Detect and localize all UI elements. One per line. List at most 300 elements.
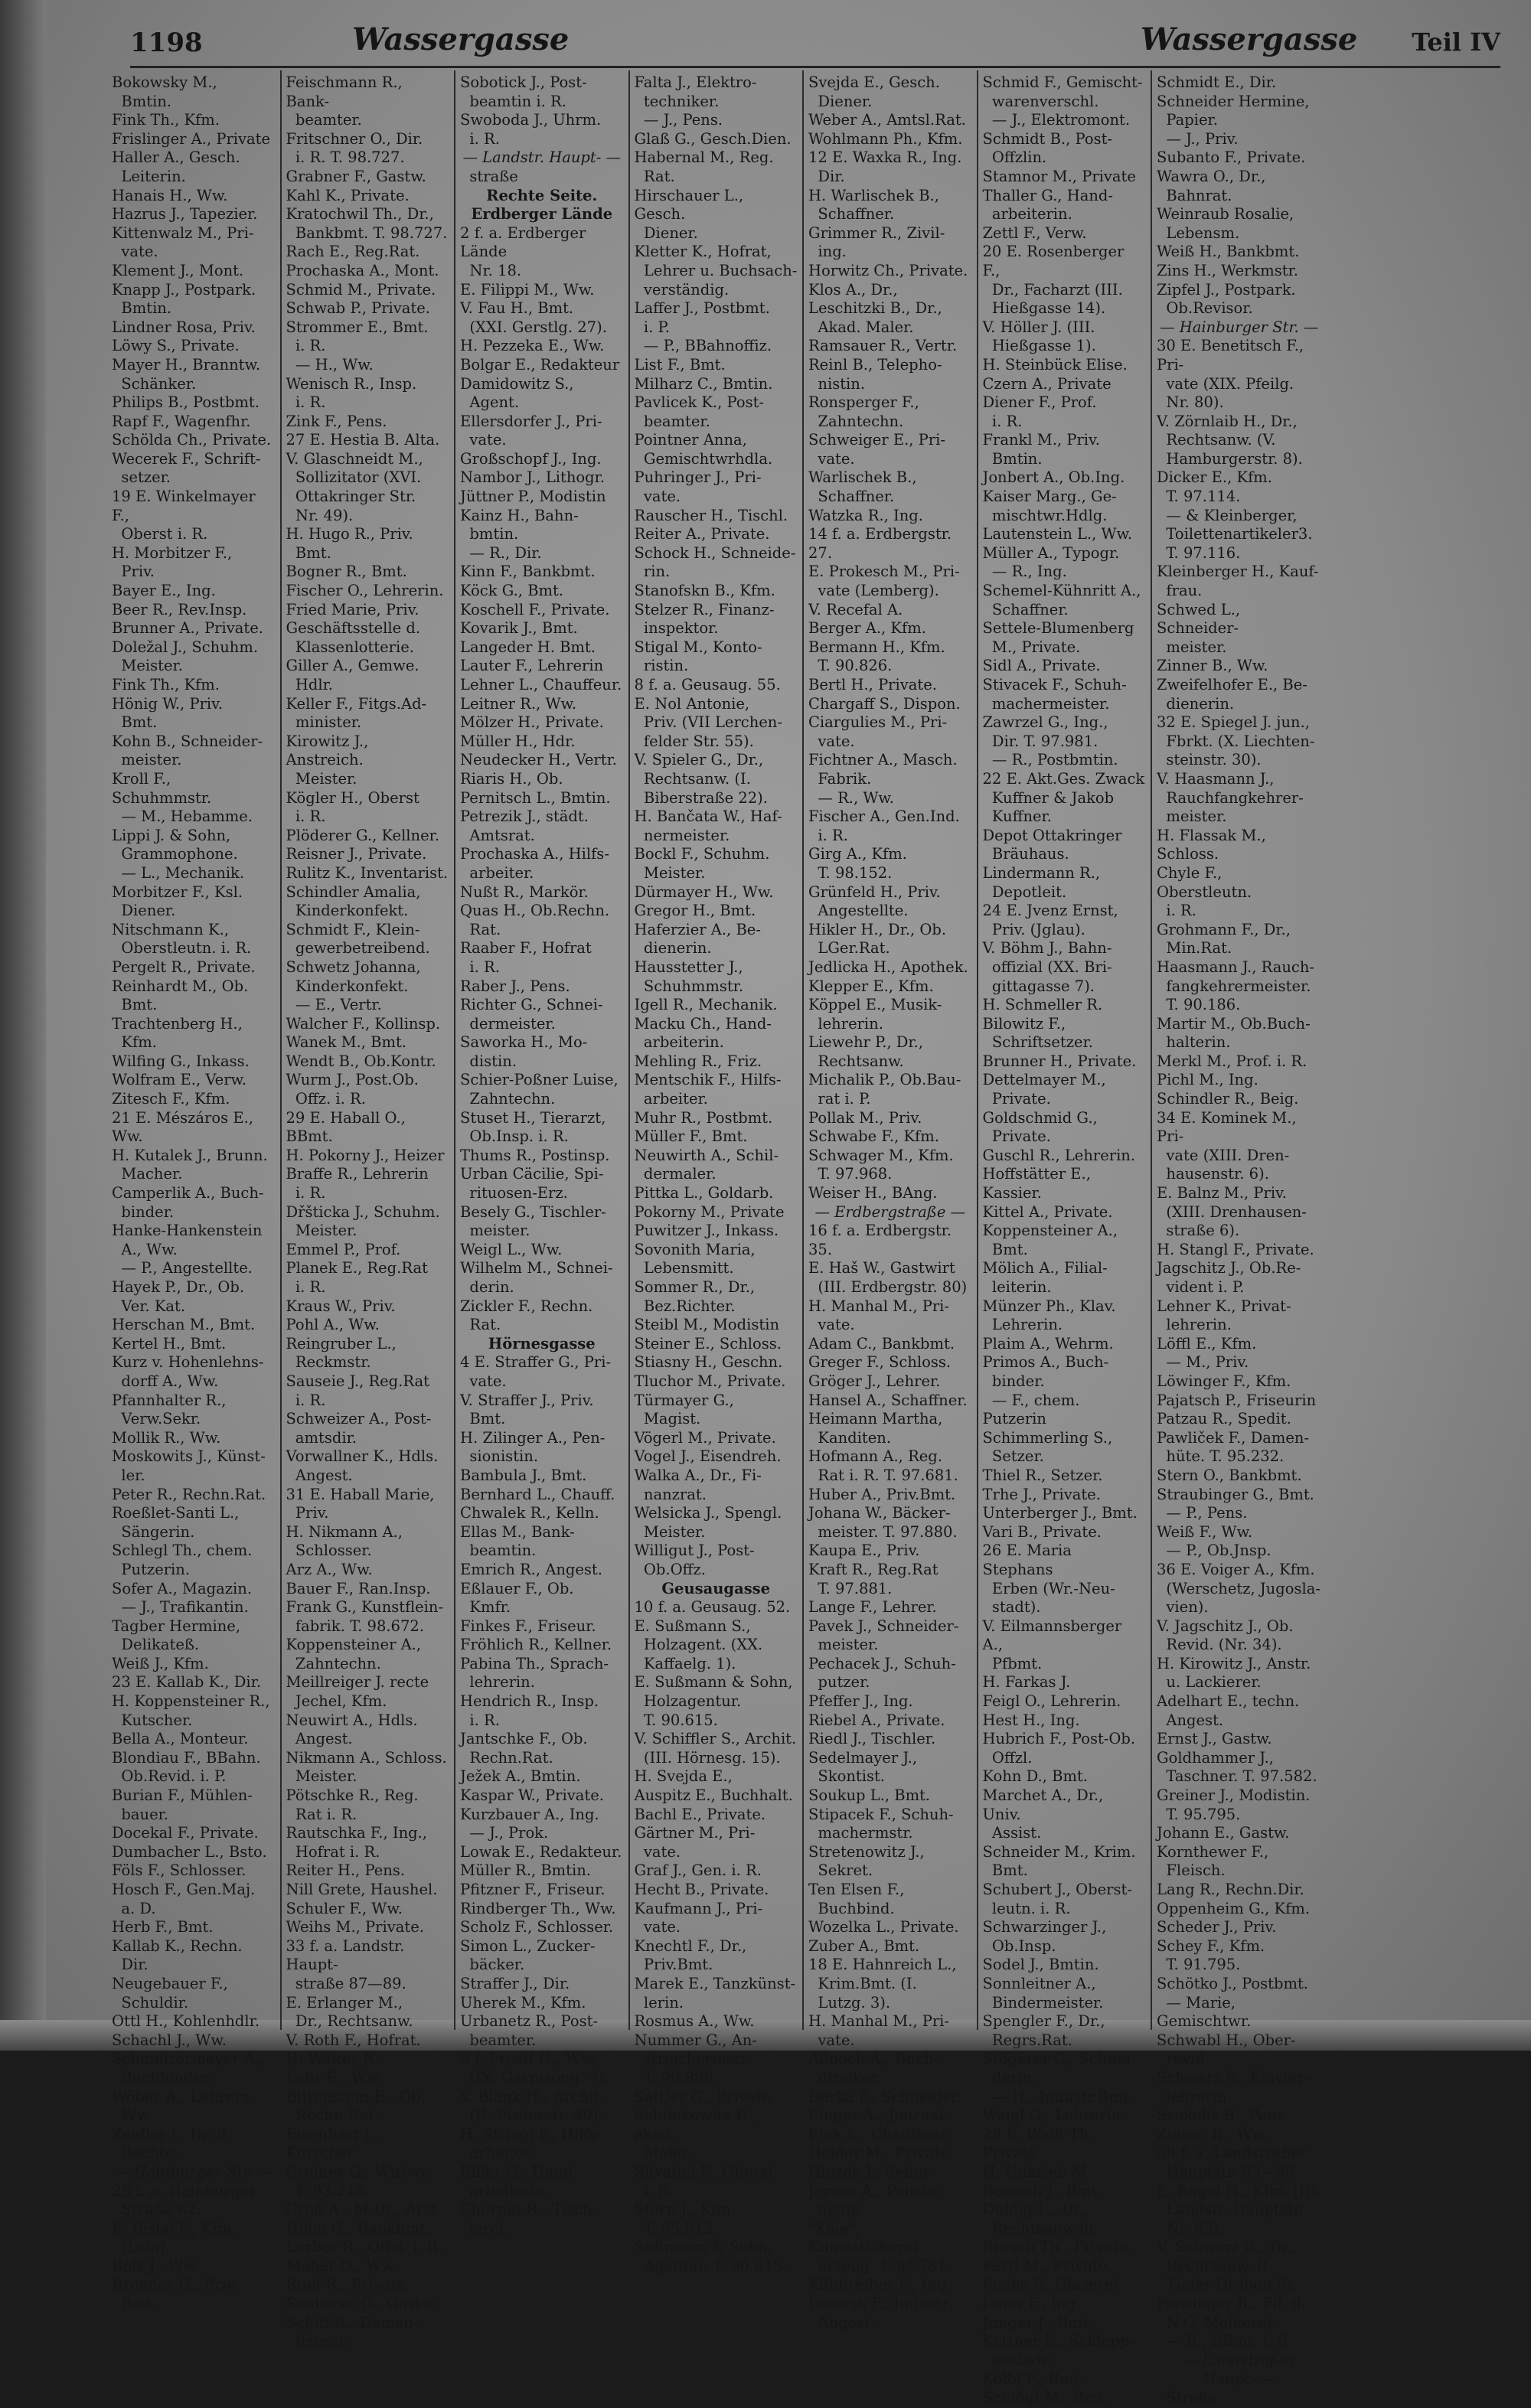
directory-entry-line: Lautenstein L., Ww. <box>982 525 1133 543</box>
directory-entry-line: Papier. <box>1157 111 1218 129</box>
directory-entry-line: Sobotick J., Post- <box>460 73 587 91</box>
directory-entry-line: Reinhardt M., Ob. <box>112 977 249 995</box>
directory-entry-line: inspektor. <box>634 619 719 638</box>
directory-entry-line: T. 90.826. <box>808 657 893 675</box>
directory-entry-line: fabrik. T. 98.672. <box>286 1617 424 1635</box>
directory-entry-line: List F., Bmt. <box>634 355 726 374</box>
directory-entry-line: Warlischek B., <box>808 468 917 487</box>
directory-entry-line: Private. <box>982 1090 1051 1108</box>
directory-entry-line: Bogner R., Bmt. <box>286 563 407 581</box>
directory-entry-line: Leiterin. <box>112 167 186 185</box>
directory-entry-line: (XIII. Drenhausen- <box>1157 1202 1307 1221</box>
directory-entry-line: Thiel R., Setzer. <box>982 1466 1103 1484</box>
directory-entry-line: gewerbetreibend. <box>286 939 430 958</box>
directory-entry-line: Setzer. <box>982 1447 1044 1466</box>
directory-entry-line: 27 E. Hestia B. Alta. <box>286 431 440 449</box>
directory-entry-line: Tagber Hermine, <box>112 1617 241 1635</box>
directory-entry-line: T. 97.114. <box>1157 488 1241 506</box>
directory-entry-line: E. Prokesch M., Pri- <box>808 563 960 581</box>
directory-entry-line: Horwitz Ch., Private. <box>808 261 968 279</box>
directory-entry-line: E. Sußmann S., <box>634 1617 751 1635</box>
directory-entry-line: — J., Pens. <box>634 111 723 129</box>
directory-entry-line: H. Koppensteiner R., <box>112 1692 270 1711</box>
directory-entry-line: Greiner G., Wirtwr. <box>286 2162 431 2181</box>
directory-entry-line: Schmidt F., Klein- <box>286 920 420 938</box>
directory-entry-line: — & Kleinberger, <box>1157 506 1298 524</box>
directory-entry-line: — Marie, Gemischtwr. <box>1157 1993 1252 2031</box>
directory-entry-line: Pechacek J., Schuh- <box>808 1654 956 1672</box>
directory-entry-line: Kögler H., Oberst <box>286 788 419 807</box>
directory-entry-line: Falta J., Elektro- <box>634 73 757 91</box>
directory-entry-line: nanzrat. <box>634 1485 707 1503</box>
directory-entry-line: Diener. <box>112 902 176 920</box>
directory-entry-line: Biller G., Hand- <box>460 2162 578 2181</box>
directory-entry-line: 38 f. a. Landstraßer <box>1157 2144 1307 2162</box>
directory-entry-line: Schaffner. <box>808 205 895 224</box>
directory-entry-line: — R., Postbmtin. <box>982 751 1118 769</box>
directory-entry-line: (IX. Garnisong. 7). <box>460 2068 609 2087</box>
directory-entry-line: ing. <box>808 243 847 261</box>
directory-entry-line: Lehrer u. Buchsach- <box>634 261 798 279</box>
directory-entry-line: — Landstr. Haupt- — <box>462 148 622 167</box>
directory-entry-line: Hubrich F., Post-Ob. <box>982 1730 1136 1748</box>
directory-entry-line: Nitschmann K., <box>112 920 230 938</box>
directory-entry-line: T. 95.812. <box>634 2219 718 2237</box>
directory-entry-line: Kornthewer F., <box>1157 1842 1269 1861</box>
directory-entry-line: Agent. <box>460 393 520 412</box>
directory-entry-line: Fichtner A., Masch. <box>808 751 958 769</box>
directory-entry-line: i. P. <box>634 318 670 336</box>
directory-entry-line: Mölich A., Filial- <box>982 1259 1108 1277</box>
directory-entry-line: i. R. <box>286 1278 326 1296</box>
directory-entry-line: H. Kutalek J., Brunn. <box>112 1146 268 1164</box>
directory-entry-line: Schwed L., Schneider- <box>1157 600 1245 638</box>
directory-entry-line: Bmt. <box>112 2295 158 2313</box>
directory-entry-line: Reiter A., Private. <box>634 525 770 543</box>
directory-entry-line: Loserth F., Industr. <box>808 2295 952 2313</box>
directory-entry-line: Meister. <box>634 863 706 882</box>
directory-entry-line: Feischmann R., Bank- <box>286 73 407 110</box>
directory-entry-line: Penzinger R., Fil. d. <box>1157 2295 1307 2313</box>
directory-entry-line: Köppel E., Musik- <box>808 996 942 1014</box>
directory-entry-line: T. 95.795. <box>1157 1805 1241 1823</box>
directory-entry-line: i. R. <box>286 337 326 355</box>
directory-entry-line: dorff A., Ww. <box>112 1372 219 1390</box>
directory-column <box>107 70 282 2313</box>
directory-entry-line: Kaupa E., Priv. <box>808 1542 920 1560</box>
directory-entry-line: Ramsauer R., Vertr. <box>808 337 958 355</box>
directory-entry-line: Pollak M., Priv. <box>808 1108 922 1127</box>
directory-entry-line: Brunner H., Private. <box>982 1052 1137 1070</box>
directory-entry-line: Amtsrat. <box>460 826 535 844</box>
directory-entry-line: Philips B., Postbmt. <box>112 393 260 412</box>
directory-entry-line: Allnoch A., Buch- <box>808 2050 939 2068</box>
directory-entry-line: Klos A., Dr., <box>808 280 898 299</box>
directory-entry-line: Gröger J., Lehrer. <box>808 1372 941 1390</box>
directory-entry-line: Goldhammer J., <box>1157 1748 1274 1767</box>
directory-entry-line: Dürmayer H., Ww. <box>634 883 774 901</box>
directory-entry-line: Rechte. <box>112 2144 179 2162</box>
directory-entry-line: (III. Erdbergstr. 80) <box>808 1278 968 1296</box>
directory-entry-line: Schock H., Schneide- <box>634 543 796 562</box>
directory-entry-line: T. 97.881. <box>808 1579 893 1597</box>
directory-entry-line: Goldschmid G., <box>982 1108 1098 1127</box>
directory-entry-line: Buchbinder. <box>112 2068 213 2087</box>
directory-entry-line: Rauchfangkehrer- <box>1157 788 1304 807</box>
directory-entry-line: Bermann H., Kfm. <box>808 638 945 656</box>
directory-entry-line: V. Haasmann J., <box>1157 769 1275 788</box>
directory-entry-line: Akad. Maler. <box>808 318 914 336</box>
directory-entry-line: nistin. <box>808 374 866 393</box>
directory-entry-line: Graf J., Gen. i. R. <box>634 1861 762 1880</box>
directory-entry-line: Schey F., Kfm. <box>1157 1937 1265 1955</box>
directory-entry-line: Kallab K., Rechn. <box>112 1937 243 1955</box>
directory-entry-line: (Lola). <box>112 2238 171 2256</box>
directory-entry-line: Szakolis B., Pens. <box>1157 2106 1289 2125</box>
directory-entry-line: Schimmerling S., <box>982 1428 1113 1447</box>
directory-entry-line: T. 93.216. <box>286 2181 370 2200</box>
directory-entry-line: Kraft R., Reg.Rat <box>808 1560 939 1578</box>
directory-entry-line: Kanditen. <box>808 1428 892 1447</box>
directory-entry-line: Erdberger Lände <box>471 205 613 224</box>
directory-entry-line: 22 E. Akt.Ges. Zwack <box>982 769 1145 788</box>
directory-entry-line: Pfitzner F., Friseur. <box>460 1881 606 1898</box>
directory-entry-line: Neuwirt A., Hdls. <box>286 1711 418 1729</box>
directory-entry-line: Hoffstätter E., Kassier. <box>982 1165 1096 1202</box>
directory-entry-line: Bauer F., Ran.Insp. <box>286 1579 431 1597</box>
directory-entry-line: Reiter H., Pens. <box>286 1861 406 1880</box>
directory-entry-line: meister. <box>808 1636 879 1654</box>
directory-entry-line: Schwab P., Private. <box>286 299 430 318</box>
directory-entry-line: Rechn.Rat. <box>460 1748 553 1767</box>
directory-entry-line: derin. <box>460 1278 514 1296</box>
directory-entry-line: — Hainburger Str. — <box>1160 318 1319 336</box>
directory-entry-line: 16 f. a. Erdbergstr. 35. <box>808 1222 957 1258</box>
directory-entry-line: Vari B., Private. <box>982 1522 1102 1541</box>
directory-entry-line: Bankbmt. T. 98.727. <box>286 224 448 242</box>
directory-entry-line: offizial (XX. Bri- <box>982 958 1112 976</box>
directory-entry-line: Agentur. T. 90.615. <box>634 2256 788 2275</box>
directory-entry-line: Wolfram E., Verw. <box>112 1071 247 1089</box>
directory-entry-line: 23 E. Kallab K., Dir. <box>112 1673 262 1692</box>
directory-entry-line: V. Schwarz G., Dr., <box>1157 2238 1297 2256</box>
directory-entry-line: Hörnesgasse <box>488 1334 596 1352</box>
directory-entry-line: Taschner. T. 97.582. <box>1157 1767 1317 1786</box>
directory-entry-line: meister. <box>112 751 182 769</box>
directory-entry-line: Schmidt E., Dir. <box>1157 73 1277 91</box>
directory-entry-line: Bmt. <box>460 1410 506 1428</box>
directory-entry-line: Stelzer R., Finanz- <box>634 600 775 618</box>
directory-entry-line: Priv. (Jglau). <box>982 920 1085 938</box>
directory-entry-line: Nr. 85). <box>1157 2219 1224 2237</box>
directory-entry-line: Wöber A., Lehrers- <box>112 2087 255 2106</box>
directory-entry-line: sionistin. <box>460 1447 539 1466</box>
directory-entry-line: Steiner E., Schloss. <box>634 1334 782 1352</box>
directory-entry-line: Emmel P., Prof. <box>286 1240 401 1258</box>
directory-entry-line: Rapf F., Wagenfhr. <box>112 412 251 430</box>
directory-entry-line: Kinderkonfekt. <box>286 902 409 920</box>
directory-entry-line: Sidl A., Private. <box>982 657 1101 675</box>
directory-entry-line: beamter. <box>286 111 362 129</box>
directory-entry-line: Weiß F., Ww. <box>1157 1522 1253 1541</box>
page-edge-shadow <box>0 0 46 2051</box>
directory-entry-line: Rindberger Th., Ww. <box>460 1899 616 1917</box>
directory-entry-line: i. R. <box>460 1711 500 1729</box>
directory-entry-line: Landstr. Hauptstr. <box>1157 2201 1304 2219</box>
directory-entry-line: Koppensteiner A., <box>982 1222 1118 1240</box>
directory-entry-line: Angest. <box>286 1466 353 1484</box>
directory-entry-line: Glaß G., Gesch.Dien. <box>634 129 792 148</box>
directory-entry-line: Müller A., Typogr. <box>982 543 1120 562</box>
directory-entry-line: Vorwallner K., Hdls. <box>286 1447 439 1466</box>
directory-entry-line: Schuhmmstr. <box>634 977 744 995</box>
directory-entry-line: Rat i. R. T. 97.681. <box>808 1466 958 1484</box>
directory-entry-line: Schaffner. <box>982 600 1069 618</box>
directory-entry-line: Lindner Rosa, Priv. <box>112 318 256 336</box>
directory-entry-line: H. Svejda E., <box>634 1767 733 1786</box>
header-rule <box>130 66 1500 68</box>
directory-entry-line: Neudecker H., Vertr. <box>460 751 617 769</box>
directory-entry-line: H. Pezzeka E., Ww. <box>460 337 605 355</box>
directory-entry-line: Ottakringer Str. <box>286 488 416 506</box>
directory-entry-line: (III. Hörnesg. 15). <box>634 1748 781 1767</box>
directory-entry-line: warenverschl. <box>982 92 1099 110</box>
directory-entry-line: Hest H., Ing. <box>982 1711 1080 1729</box>
directory-entry-line: 34 E. Kominek M., Pri- <box>1157 1108 1301 1146</box>
directory-entry-line: T. 90.898. <box>634 2068 718 2087</box>
directory-entry-line: Reingruber L., <box>286 1334 397 1352</box>
directory-entry-line: Wanek M., Bmt. <box>286 1033 407 1052</box>
directory-entry-line: Meister. <box>112 657 183 675</box>
directory-entry-line: Prochaska A., Mont. <box>286 261 439 279</box>
directory-entry-line: Ellersdorfer J., Pri- <box>460 412 602 430</box>
directory-entry-line: Chargaff S., Dispon. <box>808 694 961 713</box>
directory-entry-line: i. R. <box>460 958 500 976</box>
directory-entry-line: Kutscher. <box>112 1711 193 1729</box>
directory-entry-line: Wendt B., Ob.Kontr. <box>286 1052 436 1070</box>
directory-entry-line: Adelhart E., techn. <box>1157 1692 1300 1711</box>
directory-entry-line: Kinn F., Bankbmt. <box>460 563 596 581</box>
directory-entry-line: — J., Prok. <box>460 1824 549 1842</box>
directory-entry-line: Brunner A., Private. <box>112 619 263 638</box>
directory-entry-line: Weigl L., Ww. <box>460 1240 563 1258</box>
directory-entry-line: nermeister. <box>634 826 730 844</box>
directory-entry-line: Bmt. <box>286 543 331 562</box>
directory-entry-line: V. Straffer J., Priv. <box>460 1391 594 1409</box>
directory-entry-line: T. 90.615. <box>634 1711 718 1729</box>
directory-entry-line: Lippi J. & Sohn, <box>112 826 231 844</box>
directory-entry-line: Auspitz E., Buchhalt. <box>634 1786 793 1805</box>
directory-entry-line: 19 E. Winkelmayer F., <box>112 488 260 524</box>
directory-entry-line: — R., BBmt. i. P. <box>1157 2332 1289 2351</box>
directory-entry-line: Besely G., Tischler- <box>460 1202 606 1221</box>
directory-entry-line: Igell R., Mechanik. <box>634 996 778 1014</box>
directory-entry-line: Pfannhalter R., <box>112 1391 227 1409</box>
directory-entry-line: Schuldir. <box>112 1993 189 2012</box>
directory-entry-line: Huber A., Priv.Bmt. <box>808 1485 956 1503</box>
directory-entry-line: Svejda E., Gesch. <box>808 73 940 91</box>
directory-entry-line: Schimkowitz H., akad. <box>634 2106 763 2143</box>
directory-entry-line: — M., Priv. <box>1157 1353 1249 1372</box>
directory-entry-line: (II. Praterstr. 40). <box>460 2106 603 2125</box>
directory-entry-line: H. Stangl F., Private. <box>1157 1240 1314 1258</box>
directory-entry-line: Kuffner & Jakob <box>982 788 1115 807</box>
directory-entry-line: arbeiterin. <box>460 2181 550 2200</box>
directory-entry-line: Quas H., Ob.Rechn. <box>460 902 610 920</box>
directory-entry-line: Grimmer R., Zivil- <box>808 224 945 242</box>
directory-entry-line: — L., Mechanik. <box>112 863 245 882</box>
directory-entry-line: Fabrik. <box>808 769 872 788</box>
directory-entry-line: — J., Elektromont. <box>982 111 1131 129</box>
directory-entry-line: Rechn.Rat. <box>286 2106 380 2125</box>
directory-entry-line: Lang R., Rechn.Dir. <box>1157 1881 1304 1898</box>
directory-entry-line: Pernitsch L., Bmtin. <box>460 788 611 807</box>
directory-entry-line: Johana W., Bäcker- <box>808 1504 951 1522</box>
directory-entry-line: Sauberer G., Gastw. <box>286 2295 437 2313</box>
directory-entry-line: Scheder J., Priv. <box>1157 1918 1277 1937</box>
directory-entry-line: V. Zörnlaib H., Dr., <box>1157 412 1298 430</box>
directory-entry-line: 25 f. a. Hainburger <box>112 2181 257 2200</box>
directory-entry-line: — Erdbergstraße — <box>814 1202 966 1221</box>
directory-entry-line: Macher. <box>112 1165 183 1183</box>
directory-entry-line: Saworka H., Mo- <box>460 1033 588 1052</box>
directory-entry-line: i. R. <box>286 393 326 412</box>
directory-entry-line: 18 E. Hahnreich L., <box>808 1956 957 1974</box>
directory-entry-line: Thaller G., Hand- <box>982 186 1113 204</box>
directory-entry-line: Pointner Anna, <box>634 431 747 449</box>
directory-entry-line: Brosch Th., Private. <box>982 2238 1133 2256</box>
directory-entry-line: Maber O., Ww. <box>286 2256 397 2275</box>
directory-entry-line: Hdlr. <box>286 676 334 693</box>
directory-entry-line: Fröhlich R., Kellner. <box>460 1636 612 1654</box>
directory-entry-line: Stern O., Bankbmt. <box>1157 1466 1302 1484</box>
directory-entry-line: Offzl. <box>982 1748 1033 1767</box>
directory-entry-line: "Kaje", Kunststickerei- <box>808 2219 923 2256</box>
directory-entry-line: Hikler H., Dr., Ob. <box>808 920 947 938</box>
directory-entry-line: Fink L., Chauffeur. <box>808 2125 950 2143</box>
directory-entry-line: Puwitzer J., Inkass. <box>634 1222 779 1240</box>
directory-entry-line: Dir. <box>808 167 845 185</box>
directory-entry-line: leutn. i. R. <box>982 1899 1071 1917</box>
directory-entry-line: Jagschitz J., Ob.Re- <box>1157 1259 1301 1277</box>
directory-entry-line: Braffe R., Lehrerin <box>286 1165 429 1183</box>
directory-entry-line: Wawra O., Dr., <box>1157 167 1266 185</box>
directory-entry-line: Ob.Insp. i. R. <box>460 1127 569 1146</box>
directory-entry-line: Holm G., Bankbmt. <box>286 2219 430 2237</box>
directory-entry-line: Bachl E., Private. <box>634 1805 766 1823</box>
directory-entry-line: Dřšticka J., Schuhm. <box>286 1202 440 1221</box>
directory-entry-line: Bella A., Monteur. <box>112 1730 249 1748</box>
directory-entry-line: Bertl H., Private. <box>808 676 937 693</box>
running-head-right: Wassergasse <box>1141 21 1358 57</box>
directory-entry-line: Raaber F., Hofrat <box>460 939 592 958</box>
directory-entry-line: arbeiterin. <box>982 205 1072 224</box>
directory-entry-line: Ježek A., Bmtin. <box>460 1767 581 1786</box>
directory-entry-line: Pfeffer J., Ing. <box>808 1692 913 1711</box>
directory-entry-line: Fuchs F., Glaserei. <box>982 2276 1123 2294</box>
directory-entry-line: Doležal J., Schuhm. <box>112 638 259 656</box>
directory-entry-line: Schaffner. <box>808 488 895 506</box>
directory-entry-line: Sollizitator (XVI. <box>286 468 422 487</box>
directory-entry-line: Pabina Th., Sprach- <box>460 1654 609 1672</box>
directory-entry-line: Gregor H., Bmt. <box>634 902 756 920</box>
directory-entry-line: Schindler Amalia, <box>286 883 421 901</box>
directory-entry-line: Sofer A., Magazin. <box>112 1579 253 1597</box>
directory-entry-line: vate. <box>808 2031 855 2049</box>
directory-entry-line: Schemel-Kühnritt A., <box>982 582 1141 600</box>
directory-entry-line: Diener. <box>634 224 698 242</box>
directory-entry-line: Gärtner M., Pri- <box>634 1824 756 1842</box>
directory-entry-line: Ernst J., Gastw. <box>1157 1730 1272 1748</box>
directory-entry-line: arbeiter. <box>634 1090 708 1108</box>
directory-entry-line: Schlegl Th., chem. <box>112 1542 253 1560</box>
directory-entry-line: Rechtsanw. (V. <box>1157 431 1276 449</box>
directory-entry-line: Straffer J., Dir. <box>460 1974 570 1992</box>
directory-entry-line: Leitner R., Ww. <box>460 694 577 713</box>
directory-entry-line: steinstr. 30). <box>1157 751 1262 769</box>
directory-entry-line: Nr. 49). <box>286 506 354 524</box>
directory-entry-line: Kraus W., Priv. <box>286 1297 396 1315</box>
directory-entry-line: streichermstr. <box>634 2050 750 2068</box>
directory-entry-line: dermeister. <box>460 1014 556 1033</box>
directory-entry-line: Heimann Martha, <box>808 1410 943 1428</box>
directory-entry-line: H. Hugo R., Priv. <box>286 525 413 543</box>
directory-entry-line: rin. <box>634 563 671 581</box>
directory-entry-line: — P., Ob.Jnsp. <box>1157 1542 1271 1560</box>
directory-entry-line: Marchet A., Dr., Univ. <box>982 1786 1108 1823</box>
directory-entry-line: Bmt. <box>982 1240 1028 1258</box>
directory-entry-line: ler. <box>112 1466 145 1484</box>
directory-entry-line: Derka F., Schneider. <box>808 2087 961 2106</box>
directory-entry-line: Wenisch R., Insp. <box>286 374 417 393</box>
directory-entry-line: Türmayer G., <box>634 1391 734 1409</box>
directory-column <box>630 70 805 2275</box>
directory-entry-line: Erben (Wr.-Neu- <box>982 1579 1115 1597</box>
directory-entry-line: a. D. <box>112 1899 156 1917</box>
directory-entry-line: Rautschka F., Ing., <box>286 1824 428 1842</box>
directory-entry-line: E. Erlanger M., <box>286 1993 403 2012</box>
directory-entry-line: 32 E. Spiegel J. jun., <box>1157 713 1310 732</box>
directory-entry-line: Stern J., Kfm. <box>634 2201 736 2219</box>
directory-entry-line: — Landstraßer Haupt- — <box>1182 2351 1301 2388</box>
directory-entry-line: Schier-Poßner Luise, <box>460 1071 619 1089</box>
directory-entry-line: Stigal M., Konto- <box>634 638 762 656</box>
directory-entry-line: Greiner J., Modistin. <box>1157 1786 1311 1805</box>
directory-entry-line: Private. <box>982 1127 1051 1146</box>
directory-entry-line: vate. <box>112 243 158 261</box>
directory-entry-line: Müller H., Hdr. <box>460 732 576 750</box>
directory-entry-line: vate (XIII. Dren- <box>1157 1146 1290 1164</box>
directory-entry-line: Putzerin. <box>112 1560 191 1578</box>
directory-entry-line: Settele-Blumenberg <box>982 619 1134 638</box>
directory-entry-line: Pötschke R., Reg. <box>286 1786 419 1805</box>
directory-entry-line: Weigl O., Lehrerin. <box>982 2106 1126 2125</box>
directory-entry-line: Zinner B., Ww. <box>1157 657 1268 675</box>
directory-entry-line: Planek E., Reg.Rat <box>286 1259 428 1277</box>
directory-entry-line: Stögerer C., Schnei- <box>982 2050 1136 2068</box>
directory-entry-line: vate. <box>634 1918 681 1937</box>
directory-entry-line: 8 f. a. Geusaug. 55. <box>634 676 781 693</box>
directory-entry-line: Bindermeister. <box>982 1993 1104 2012</box>
directory-entry-line: Schneider M., Krim. <box>982 1842 1136 1861</box>
directory-entry-line: Kleinberger H., Kauf- <box>1157 563 1319 581</box>
directory-entry-line: Schmuttermayer A., <box>112 2050 265 2068</box>
directory-entry-line: Girg A., Kfm. <box>808 845 907 863</box>
directory-entry-line: Chyle F., Oberstleutn. <box>1157 863 1252 901</box>
directory-entry-line: Pohl A., Ww. <box>286 1316 380 1334</box>
directory-entry-line: Oberst i. R. <box>112 525 208 543</box>
directory-entry-line: E. Engel H., Kfm. (III. <box>1157 2181 1322 2200</box>
